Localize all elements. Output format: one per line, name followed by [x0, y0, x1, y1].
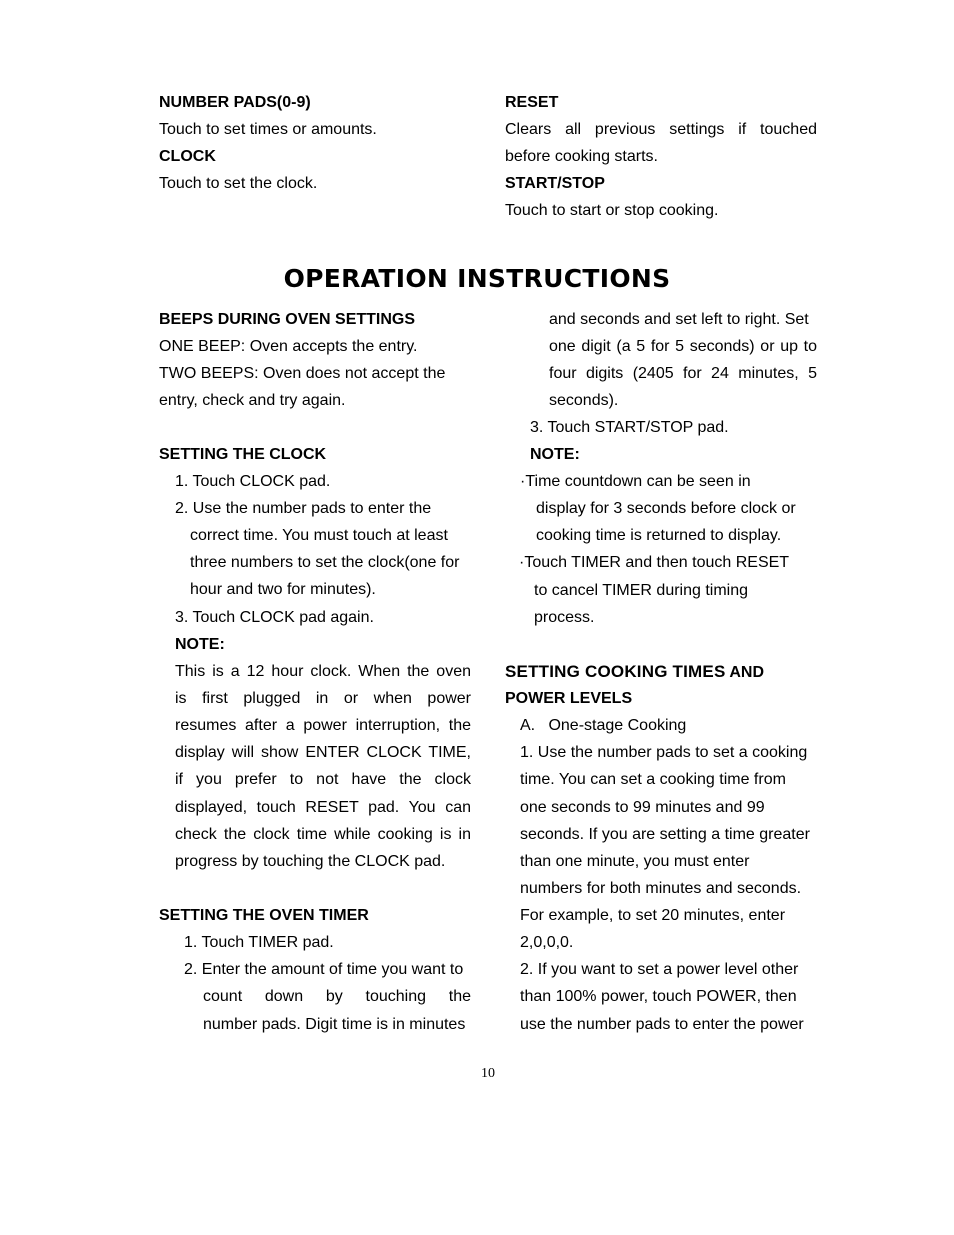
clock-note-line: progress by touching the CLOCK pad. — [175, 853, 446, 870]
timer-step-2-cont: four digits (2405 for 24 minutes, 5 — [549, 365, 817, 382]
clock-note-line: check the clock time while cooking is in — [175, 826, 471, 843]
timer-note-1-cont: display for 3 seconds before clock or — [536, 500, 796, 517]
reset-text-line2: before cooking starts. — [505, 148, 658, 165]
timer-note-1-cont: cooking time is returned to display. — [536, 527, 782, 544]
timer-note-2-cont: to cancel TIMER during timing — [534, 582, 749, 599]
number-pads-heading: NUMBER PADS(0-9) — [159, 94, 311, 111]
cooking-heading-and: AND — [729, 664, 765, 681]
clock-note-label: NOTE: — [175, 636, 225, 653]
clock-note-line: if you prefer to not have the clock — [175, 771, 471, 788]
cooking-line: than 100% power, touch POWER, then — [520, 988, 797, 1005]
reset-heading: RESET — [505, 94, 559, 111]
clock-step-2-cont: hour and two for minutes). — [190, 581, 376, 598]
timer-step-2: 2. Enter the amount of time you want to — [184, 961, 464, 978]
timer-step-2-cont: seconds). — [549, 392, 619, 409]
cooking-heading-main: SETTING COOKING TIMES — [505, 662, 726, 681]
clock-note-line: display will show ENTER CLOCK TIME, — [175, 744, 471, 761]
timer-step-2-cont: and seconds and set left to right. Set — [549, 311, 809, 328]
cooking-line: 1. Use the number pads to set a cooking — [520, 744, 808, 761]
page-title: OPERATION INSTRUCTIONS — [283, 264, 671, 293]
timer-step-2-cont: count down by touching the — [203, 988, 471, 1005]
timer-step-2-cont: one digit (a 5 for 5 seconds) or up to — [549, 338, 817, 355]
clock-note-line: displayed, touch RESET pad. You can — [175, 799, 471, 816]
clock-step-1: 1. Touch CLOCK pad. — [175, 473, 331, 490]
page-number: 10 — [481, 1066, 495, 1081]
one-stage-subsection: A. One-stage Cooking — [520, 717, 687, 734]
cooking-line: 2. If you want to set a power level other — [520, 961, 799, 978]
cooking-heading — [505, 662, 764, 683]
cooking-line: than one minute, you must enter — [520, 853, 750, 870]
clock-note-line: This is a 12 hour clock. When the oven — [175, 663, 471, 680]
clock-step-3: 3. Touch CLOCK pad again. — [175, 609, 374, 626]
start-stop-text: Touch to start or stop cooking. — [505, 202, 719, 219]
cooking-heading-2: POWER LEVELS — [505, 690, 633, 707]
beeps-line: entry, check and try again. — [159, 392, 346, 409]
timer-step-3: 3. Touch START/STOP pad. — [530, 419, 729, 436]
cooking-line: one seconds to 99 minutes and 99 — [520, 799, 765, 816]
beeps-line: TWO BEEPS: Oven does not accept the — [159, 365, 446, 382]
cooking-line: use the number pads to enter the power — [520, 1016, 804, 1033]
timer-note-2: ·Touch TIMER and then touch RESET — [519, 554, 790, 571]
beeps-heading: BEEPS DURING OVEN SETTINGS — [159, 311, 416, 328]
clock-note-line: resumes after a power interruption, the — [175, 717, 471, 734]
timer-note-1: ·Time countdown can be seen in — [520, 473, 751, 490]
setting-timer-heading: SETTING THE OVEN TIMER — [159, 907, 369, 924]
clock-step-2-cont: correct time. You must touch at least — [190, 527, 448, 544]
cooking-line: For example, to set 20 minutes, enter — [520, 907, 786, 924]
timer-note-2-cont: process. — [534, 609, 595, 626]
number-pads-text: Touch to set times or amounts. — [159, 121, 377, 138]
clock-text: Touch to set the clock. — [159, 175, 318, 192]
start-stop-heading: START/STOP — [505, 175, 605, 192]
setting-clock-heading: SETTING THE CLOCK — [159, 446, 327, 463]
clock-step-2: 2. Use the number pads to enter the — [175, 500, 432, 517]
cooking-line: 2,0,0,0. — [520, 934, 574, 951]
clock-step-2-cont: three numbers to set the clock(one for — [190, 554, 460, 571]
clock-heading: CLOCK — [159, 148, 216, 165]
cooking-line: seconds. If you are setting a time greater — [520, 826, 810, 843]
timer-step-1: 1. Touch TIMER pad. — [184, 934, 334, 951]
clock-note-line: is first plugged in or when power — [175, 690, 471, 707]
timer-note-label: NOTE: — [530, 446, 580, 463]
timer-step-2-cont: number pads. Digit time is in minutes — [203, 1016, 466, 1033]
reset-text-line1: Clears all previous settings if touched — [505, 121, 817, 138]
cooking-line: numbers for both minutes and seconds. — [520, 880, 802, 897]
cooking-line: time. You can set a cooking time from — [520, 771, 786, 788]
beeps-line: ONE BEEP: Oven accepts the entry. — [159, 338, 418, 355]
